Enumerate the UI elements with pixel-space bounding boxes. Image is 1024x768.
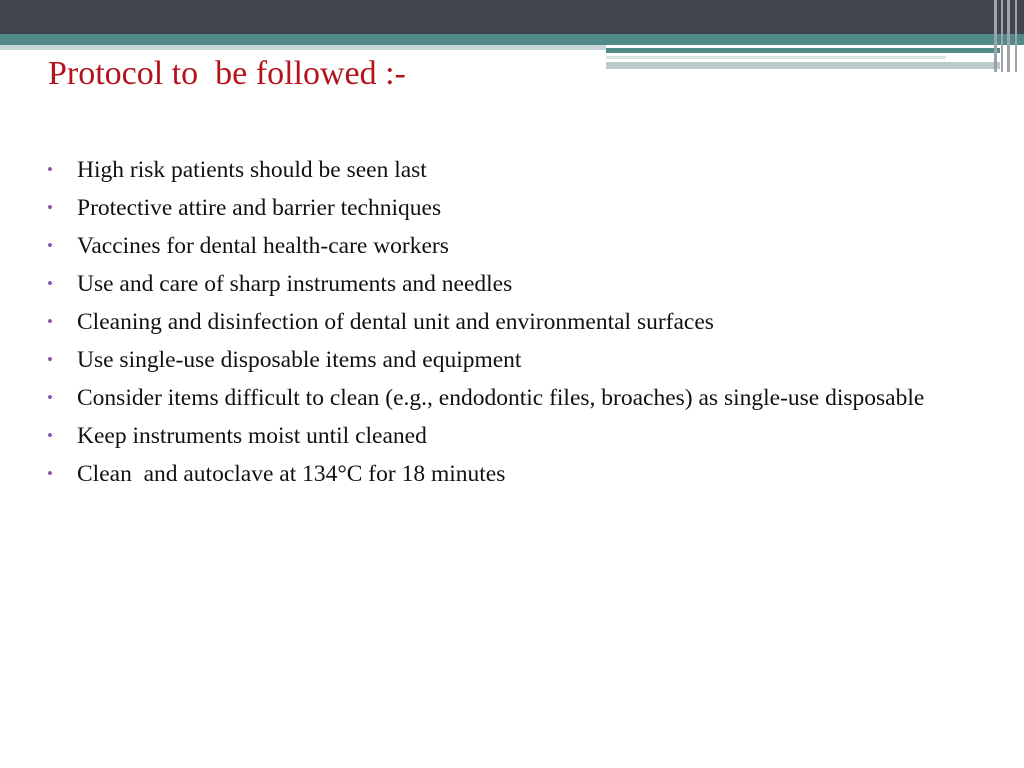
vertical-stripe [1001,0,1003,72]
vertical-stripe [994,0,997,72]
list-item-text: Use single-use disposable items and equipment [77,347,522,373]
header-accent-line [606,56,946,59]
bullet-list [47,153,987,495]
bullet-icon: • [47,388,53,407]
header-accent-line [606,62,1000,69]
bullet-icon: • [47,312,53,331]
header-accent-line [606,48,1000,53]
bullet-icon: • [47,274,53,293]
list-item [47,267,987,301]
list-item [47,343,987,377]
bullet-icon: • [47,464,53,483]
vertical-stripe [1015,0,1017,72]
bullet-icon: • [47,350,53,369]
slide-title: Protocol to be followed :- [48,55,406,92]
bullet-icon: • [47,160,53,179]
header-teal-bar [0,34,1024,45]
list-item-text: Vaccines for dental health-care workers [77,233,449,259]
bullet-icon: • [47,426,53,445]
list-item [47,191,987,225]
list-item-text: High risk patients should be seen last [77,157,427,183]
bullet-icon: • [47,236,53,255]
list-item-text: Use and care of sharp instruments and needles [77,271,513,297]
list-item [47,419,987,453]
list-item-text: Cleaning and disinfection of dental unit and environmental surfaces [77,309,714,335]
list-item [47,305,987,339]
list-item-text: Consider items difficult to clean (e.g., endodontic files, broaches) as single-use disposable [77,385,925,411]
list-item-text: Clean and autoclave at 134°C for 18 minutes [77,461,506,487]
list-item [47,457,987,491]
list-item-text: Keep instruments moist until cleaned [77,423,427,449]
header-light-strip [0,45,606,50]
list-item [47,229,987,263]
header-dark-bar [0,0,1024,34]
list-item [47,381,987,415]
bullet-icon: • [47,198,53,217]
list-item [47,153,987,187]
vertical-stripe [1007,0,1010,72]
list-item-text: Protective attire and barrier techniques [77,195,442,221]
header-vertical-stripes [990,0,1024,72]
